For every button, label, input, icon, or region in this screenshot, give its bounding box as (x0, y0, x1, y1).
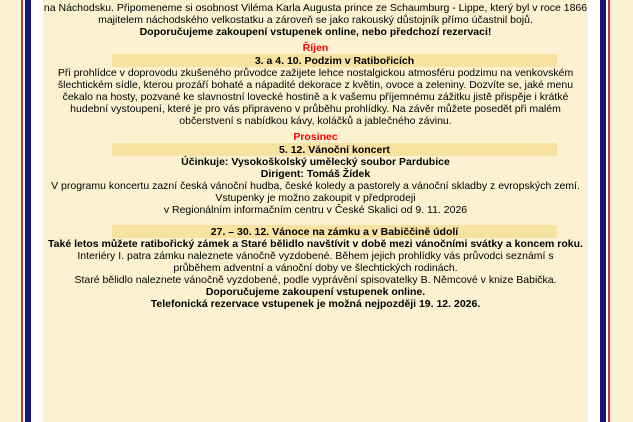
left-border-white-band (31, 0, 43, 422)
booking-notice: Doporučujeme zakoupení vstupenek online, nebo předchozí rezervaci! (139, 26, 492, 38)
right-border-white-band (588, 0, 600, 422)
christmas-title-bar (112, 225, 557, 238)
christmas-body-1: Interiéry I. patra zámku naleznete vánočně vyzdobené. Během jejich prohlídky vás průvodci seznámí s průběhem adventní a vánoční doby ve šlechtických rodinách. (77, 250, 554, 274)
intro-paragraph (43, 0, 588, 38)
concert-program: V programu koncertu zazní česká vánoční hudba, české koledy a pastorely a vánoční skladby z evropských zemí. (51, 180, 580, 192)
intro-line-1: na Náchodsku. Připomeneme si osobnost Viléma Karla Augusta prince ze Schaumburg - Lippe, který byl v roce 1866 (43, 2, 588, 14)
christmas-title: 27. – 30. 12. Vánoce na zámku a v Babiččině údolí (210, 225, 459, 238)
content-area (43, 0, 588, 422)
christmas-cta: Doporučujeme zakoupení vstupenek online. (205, 286, 426, 298)
concert-details (43, 156, 588, 216)
concert-conductor: Dirigent: Tomáš Žídek (260, 168, 371, 180)
concert-tickets-line-2: v Regionálním informačním centru v České Skalici od 9. 11. 2026 (163, 204, 468, 216)
christmas-lead: Také letos můžete ratibořický zámek a Staré bělidlo navštívit v době mezi vánočními svátky a koncem roku. (48, 238, 583, 250)
right-border-red-stripe (608, 0, 610, 422)
christmas-body-2: Staré bělidlo naleznete vánočně vyzdobené, podle vyprávění spisovatelky B. Němcové v knize Babička. (74, 274, 557, 286)
december-heading: Prosinec (293, 131, 338, 143)
october-event-description: Při prohlídce v doprovodu zkušeného průvodce zažijete lehce nostalgickou atmosféru podzimu na venkovském šlechtickém sídle, kterou prozáří bohaté a nápadité dekorace z květin, ovoce a zeleniny. Dozvíte se, jaké menu čekalo na hosty, pozvané ke slavnostní lovecké hostině a k vašemu příjemnému zážitku jistě přispěje i krátké hudební vystoupení, které je pro vás připraveno v průběhu prohlídky. Na závěr můžete posedět při malém občerstvení s nabídkou kávy, koláčků a jablečného závinu. (57, 67, 574, 127)
concert-title: 5. 12. Vánoční koncert (279, 143, 390, 156)
concert-title-bar (112, 143, 557, 156)
october-event-title: 3. a 4. 10. Podzim v Ratibořicích (254, 54, 415, 67)
intro-line-2: majitelem náchodského velkostatku a zároveň se jako rakouský důstojník přímo účastnil bojů. (98, 14, 533, 26)
concert-performer: Účinkuje: Vysokoškolský umělecký soubor Pardubice (181, 156, 450, 168)
concert-tickets-line-1: Vstupenky je možno zakoupit v předprodeji (215, 192, 416, 204)
christmas-details (43, 238, 588, 310)
christmas-phone-note: Telefonická rezervace vstupenek je možná nejpozději 19. 12. 2026. (150, 298, 481, 310)
october-heading: Říjen (302, 42, 329, 54)
october-event-title-bar (112, 54, 557, 67)
